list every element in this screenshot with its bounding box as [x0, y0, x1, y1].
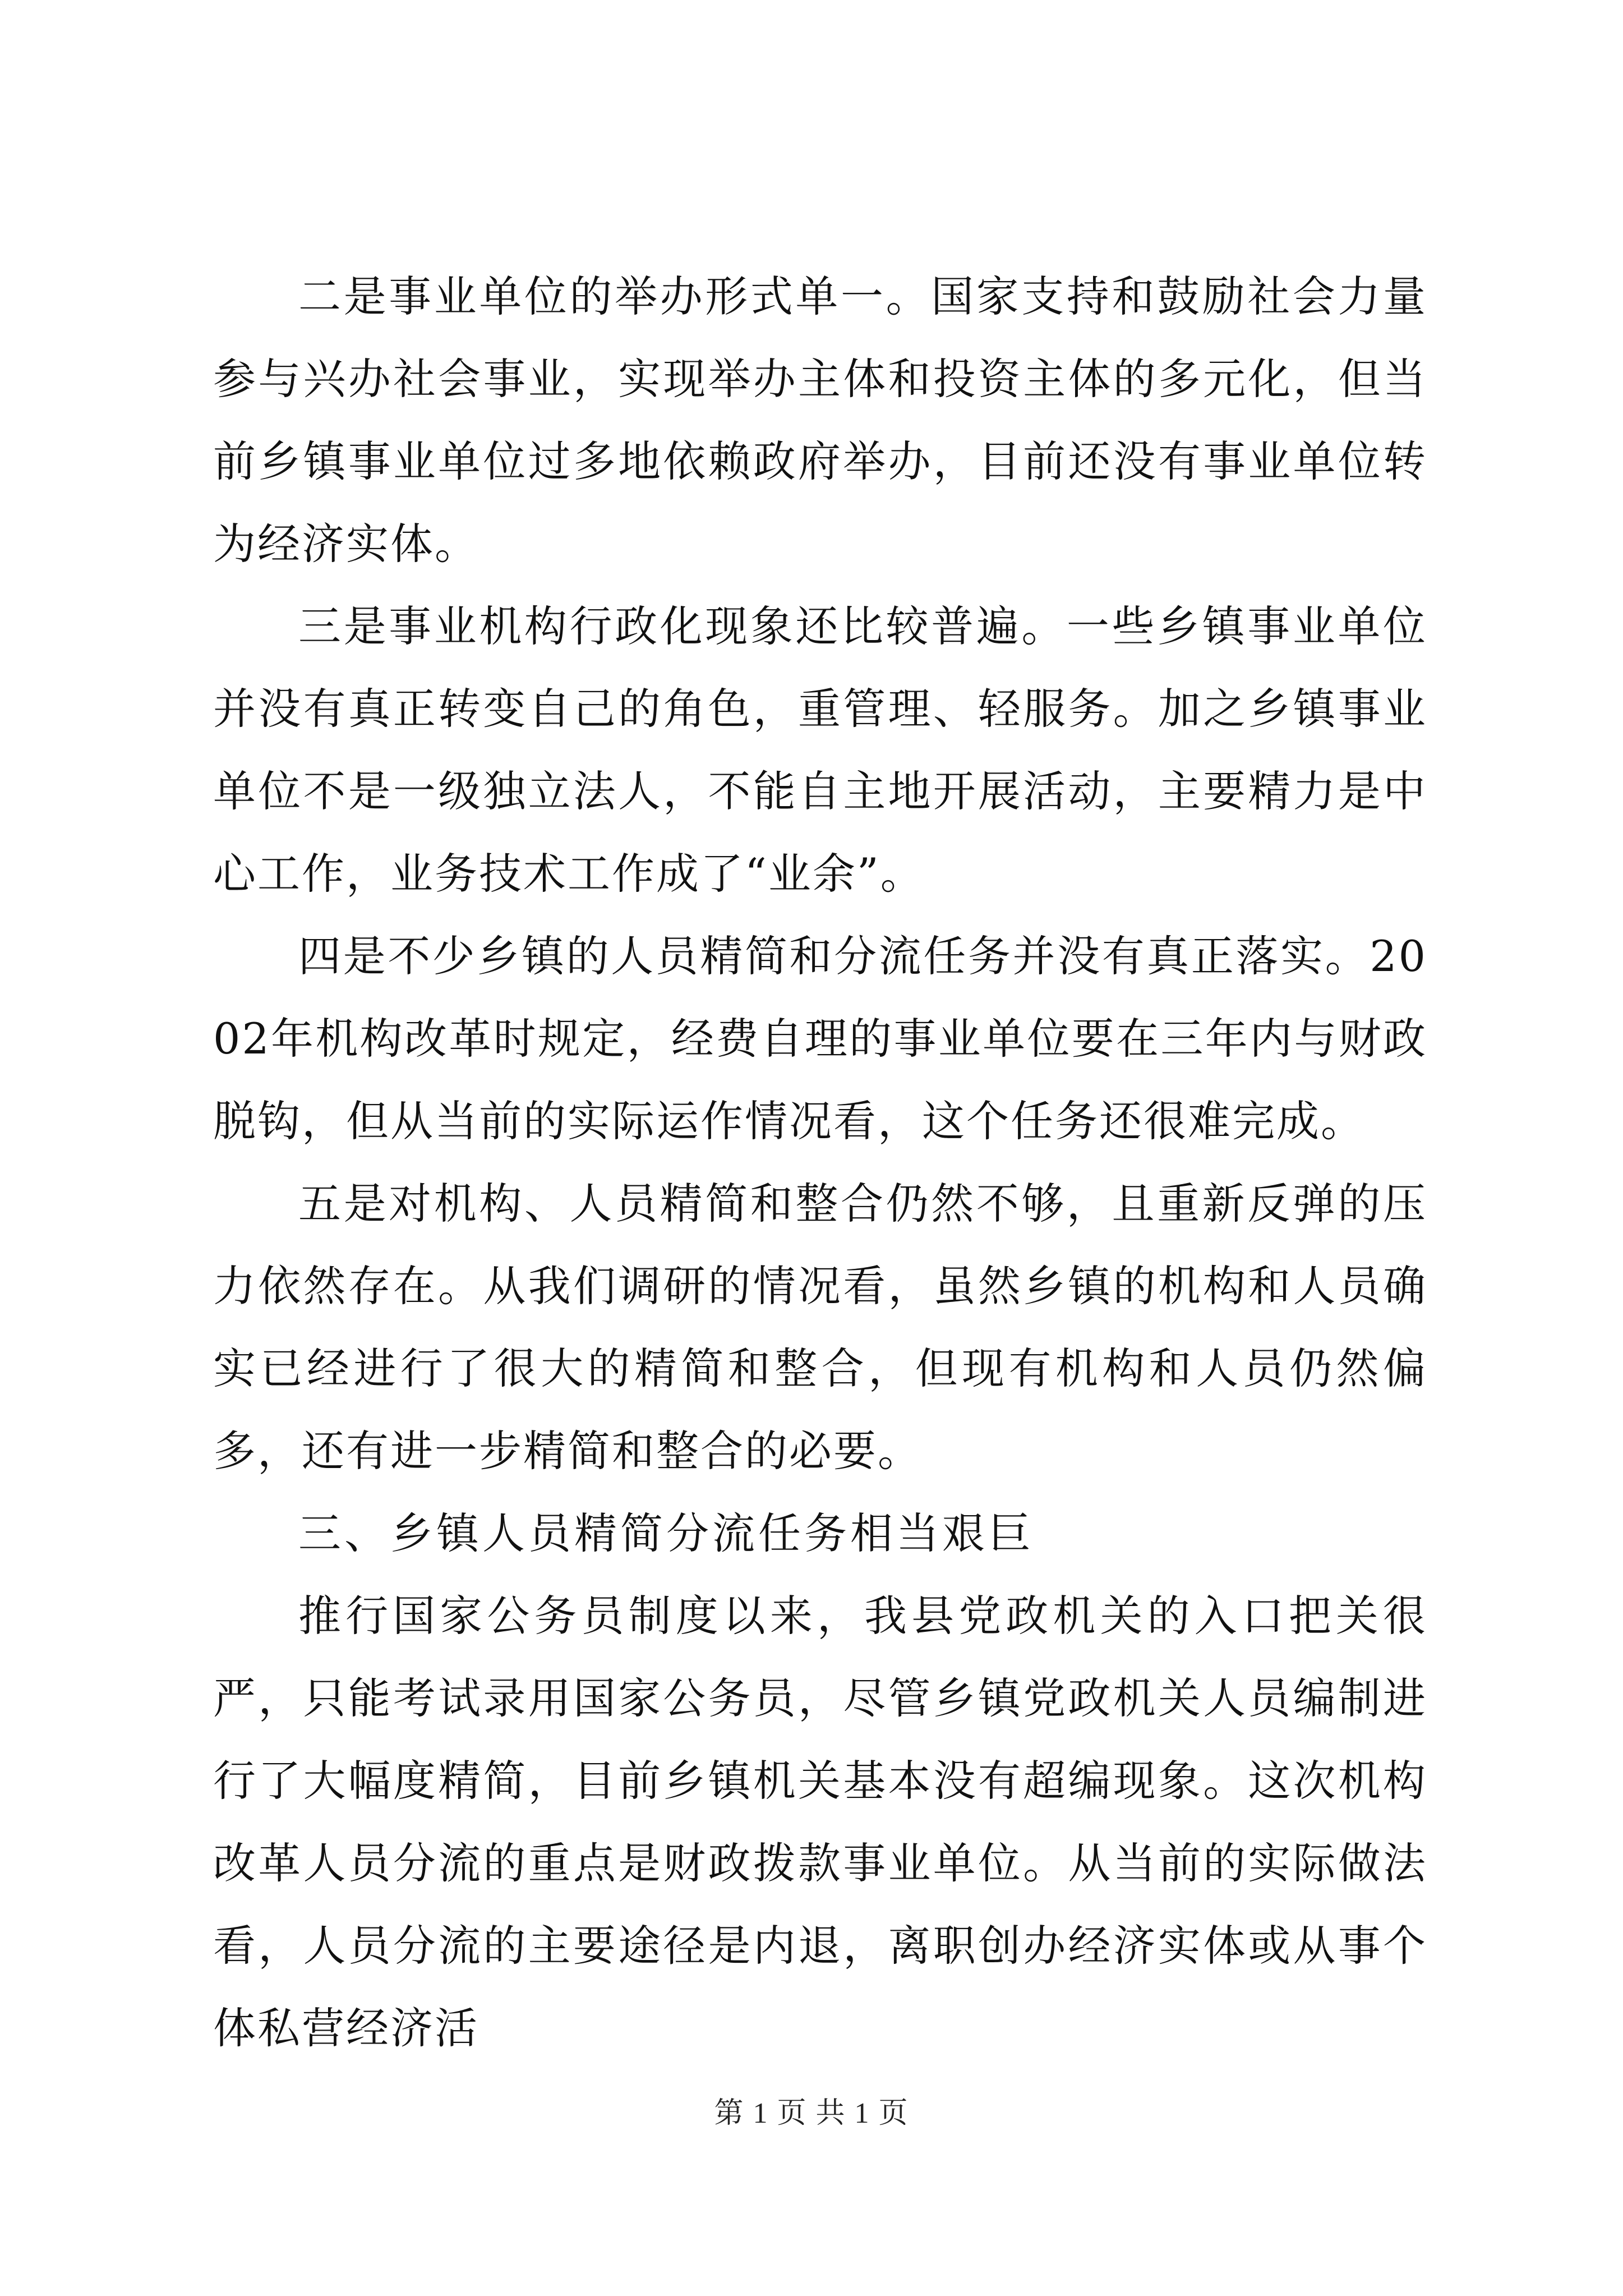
paragraph-2-single-form: 二是事业单位的举办形式单一。国家支持和鼓励社会力量参与兴办社会事业，实现举办主体和投资主体的多元化，但当前乡镇事业单位过多地依赖政府举办，目前还没有事业单位转为经济实体。: [213, 272, 1427, 569]
paragraph-5-integration: 五是对机构、人员精简和整合仍然不够，且重新反弹的压力依然存在。从我们调研的情况看，虽然乡镇的机构和人员确实已经进行了很大的精简和整合，但现有机构和人员仍然偏多，还有进一步精简和整合的必要。: [213, 1179, 1427, 1476]
paragraph-civil-service: 推行国家公务员制度以来，我县党政机关的入口把关很严，只能考试录用国家公务员，尽管乡镇党政机关人员编制进行了大幅度精简，目前乡镇机关基本没有超编现象。这次机构改革人员分流的重点是财政拨款事业单位。从当前的实际做法看，人员分流的主要途径是内退，离职创办经济实体或从事个体私营经济活: [213, 1591, 1427, 2053]
section-heading-3: 三、乡镇人员精简分流任务相当艰巨: [298, 1508, 1034, 1558]
paragraph-3-administrative: 三是事业机构行政化现象还比较普遍。一些乡镇事业单位并没有真正转变自己的角色，重管理、轻服务。加之乡镇事业单位不是一级独立法人，不能自主地开展活动，主要精力是中心工作，业务技术工作成了“业余”。: [213, 601, 1427, 899]
paragraph-4-staff-streamlining: 四是不少乡镇的人员精简和分流任务并没有真正落实。2002年机构改革时规定，经费自理的事业单位要在三年内与财政脱钩，但从当前的实际运作情况看，这个任务还很难完成。: [213, 931, 1427, 1146]
document-body: [213, 255, 1427, 2069]
page-footer: 第 1 页 共 1 页: [714, 2097, 909, 2129]
